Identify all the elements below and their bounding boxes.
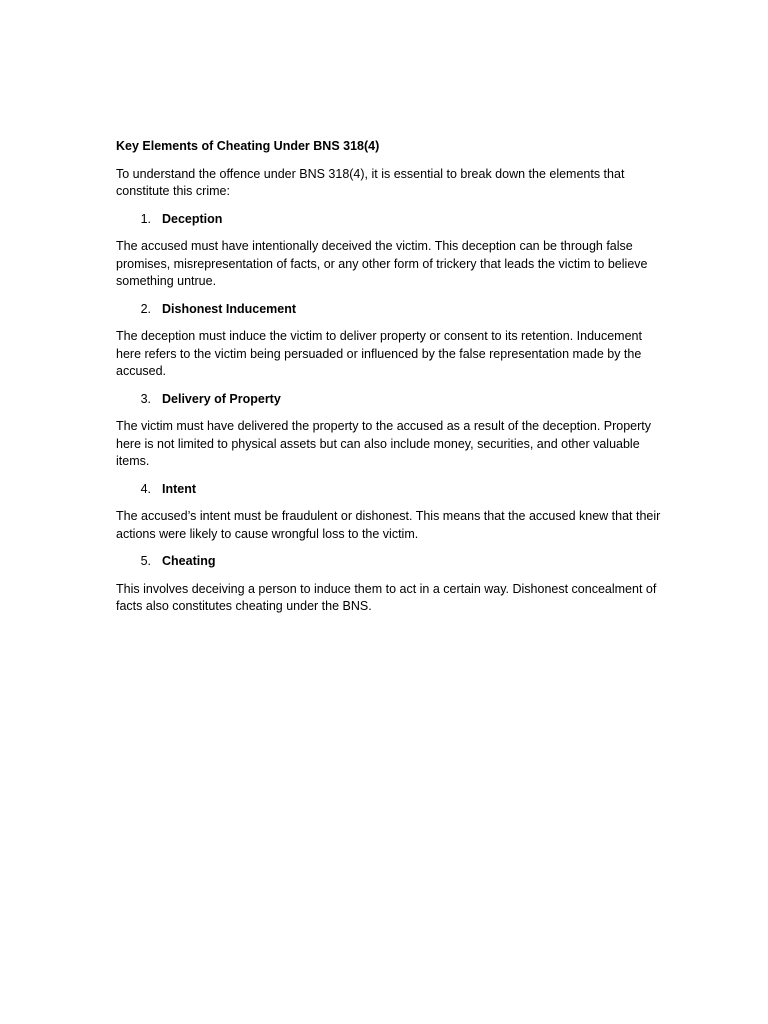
- element-title: Intent: [162, 481, 197, 496]
- element-body: The accused must have intentionally deceived the victim. This deception can be through false promises, misrepresentation of facts, or any other form of trickery that leads the victim to believe something untrue.: [116, 239, 648, 288]
- list-number: 1.: [140, 211, 151, 226]
- element-title: Cheating: [162, 554, 216, 568]
- element-body: The victim must have delivered the property to the accused as a result of the deception. Property here is not limited to physical assets but can also include money, securities, and other valuable items.: [116, 419, 652, 468]
- document-page: [116, 138, 661, 626]
- element-title: Dishonest Inducement: [162, 301, 297, 316]
- element-body: This involves deceiving a person to induce them to act in a certain way. Dishonest concealment of facts also constitutes cheating under the BNS.: [116, 581, 657, 613]
- list-number: 2.: [140, 301, 151, 316]
- element-title: Deception: [162, 211, 223, 226]
- list-number: 5.: [140, 554, 151, 568]
- element-body: The accused’s intent must be fraudulent or dishonest. This means that the accused knew that their actions were likely to cause wrongful loss to the victim.: [116, 509, 661, 541]
- document-heading: Key Elements of Cheating Under BNS 318(4): [116, 139, 380, 153]
- element-item-cheating: [116, 553, 661, 571]
- element-item-dishonest-inducement: [116, 301, 661, 319]
- element-body: The deception must induce the victim to deliver property or consent to its retention. Inducement here refers to the victim being persuaded or influenced by the false representation made by the accused.: [116, 329, 642, 378]
- list-number: 3.: [140, 391, 151, 406]
- element-item-delivery-of-property: [116, 391, 661, 409]
- element-title: Delivery of Property: [162, 391, 281, 406]
- element-item-deception: [116, 211, 661, 229]
- intro-paragraph: To understand the offence under BNS 318(4), it is essential to break down the elements that constitute this crime:: [116, 166, 625, 198]
- element-item-intent: [116, 481, 661, 499]
- list-number: 4.: [140, 481, 151, 496]
